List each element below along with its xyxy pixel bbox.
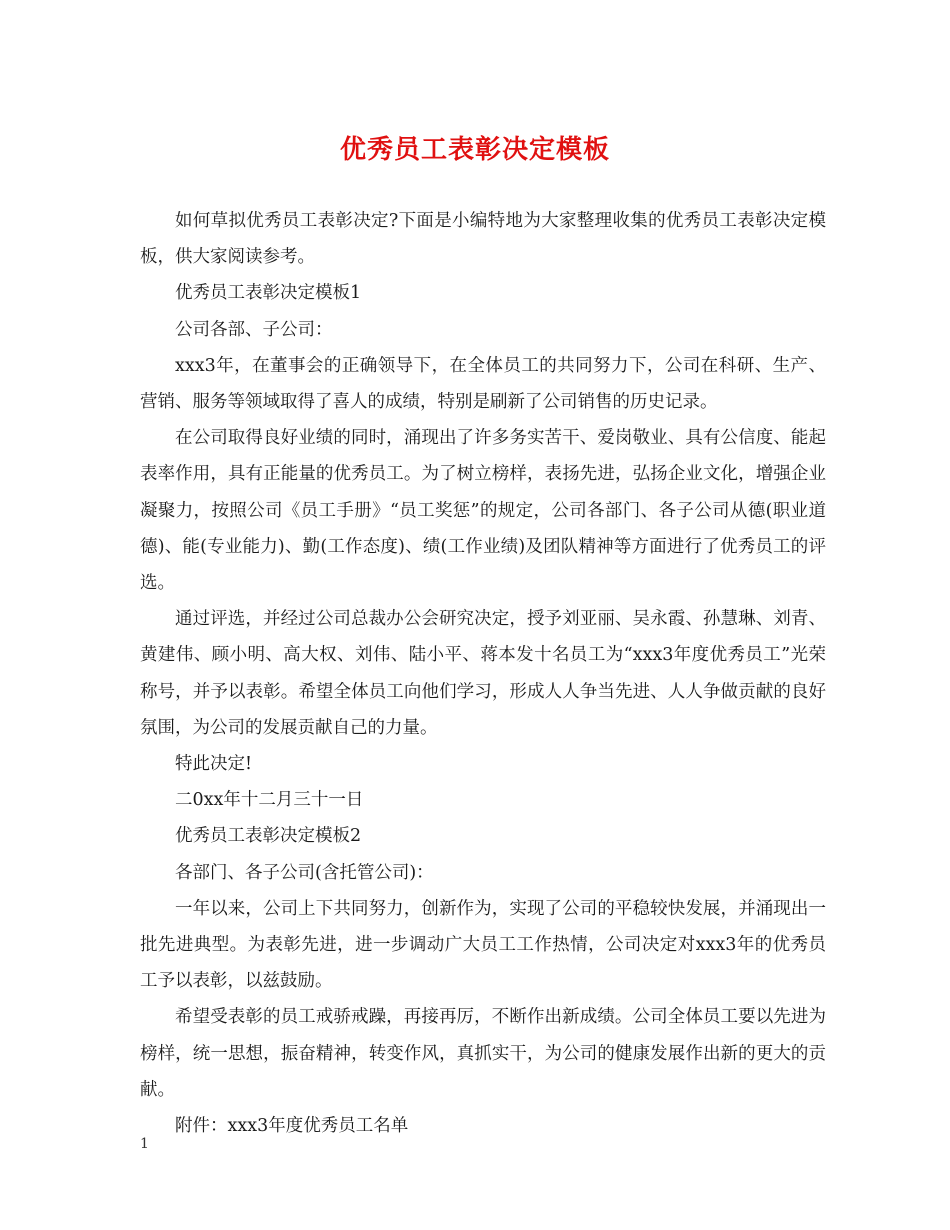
template-2-attachment: 附件：xxx3年度优秀员工名单 bbox=[175, 1116, 409, 1137]
template-1-date: 二0xx年十二月三十一日 bbox=[175, 790, 364, 811]
template-1-paragraph: 在公司取得良好业绩的同时，涌现出了许多务实苦干、爱岗敬业、具有公信度、能起表率作用，具有正能量的优秀员工。为了树立榜样，表扬先进，弘扬企业文化，增强企业凝聚力，按照公司《员工手册》“员工奖惩”的规定，公司各部门、各子公司从德(职业道德)、能(专业能力)、勤(工作态度)、绩(工作业绩)及团队精神等方面进行了优秀员工的评选。 bbox=[140, 428, 826, 594]
template-1-salutation: 公司各部、子公司： bbox=[175, 319, 333, 340]
template-1-heading: 优秀员工表彰决定模板1 bbox=[175, 283, 362, 304]
template-2-salutation: 各部门、各子公司(含托管公司)： bbox=[175, 862, 434, 883]
template-2-paragraph: 希望受表彰的员工戒骄戒躁，再接再厉，不断作出新成绩。公司全体员工要以先进为榜样，统一思想，振奋精神，转变作风，真抓实干，为公司的健康发展作出新的更大的贡献。 bbox=[140, 1007, 826, 1100]
page-number: 1 bbox=[140, 1136, 149, 1152]
template-1-closing: 特此决定! bbox=[175, 754, 253, 775]
template-1-paragraph: xxx3年，在董事会的正确领导下，在全体员工的共同努力下，公司在科研、生产、营销、服务等领域取得了喜人的成绩，特别是刷新了公司销售的历史记录。 bbox=[140, 355, 826, 413]
document-body bbox=[140, 203, 826, 1144]
template-2-heading: 优秀员工表彰决定模板2 bbox=[175, 826, 362, 847]
template-2-paragraph: 一年以来，公司上下共同努力，创新作为，实现了公司的平稳较快发展，并涌现出一批先进典型。为表彰先进，进一步调动广大员工工作热情，公司决定对xxx3年的优秀员工予以表彰，以兹鼓励。 bbox=[140, 898, 826, 992]
intro-paragraph: 如何草拟优秀员工表彰决定?下面是小编特地为大家整理收集的优秀员工表彰决定模板，供大家阅读参考。 bbox=[140, 211, 826, 268]
template-1-paragraph: 通过评选，并经过公司总裁办公会研究决定，授予刘亚丽、吴永霞、孙慧琳、刘青、黄建伟、顾小明、高大权、刘伟、陆小平、蒋本发十名员工为“xxx3年度优秀员工”光荣称号，并予以表彰。希望全体员工向他们学习，形成人人争当先进、人人争做贡献的良好氛围，为公司的发展贡献自己的力量。 bbox=[140, 609, 826, 738]
document-title: 优秀员工表彰决定模板 bbox=[339, 135, 610, 165]
